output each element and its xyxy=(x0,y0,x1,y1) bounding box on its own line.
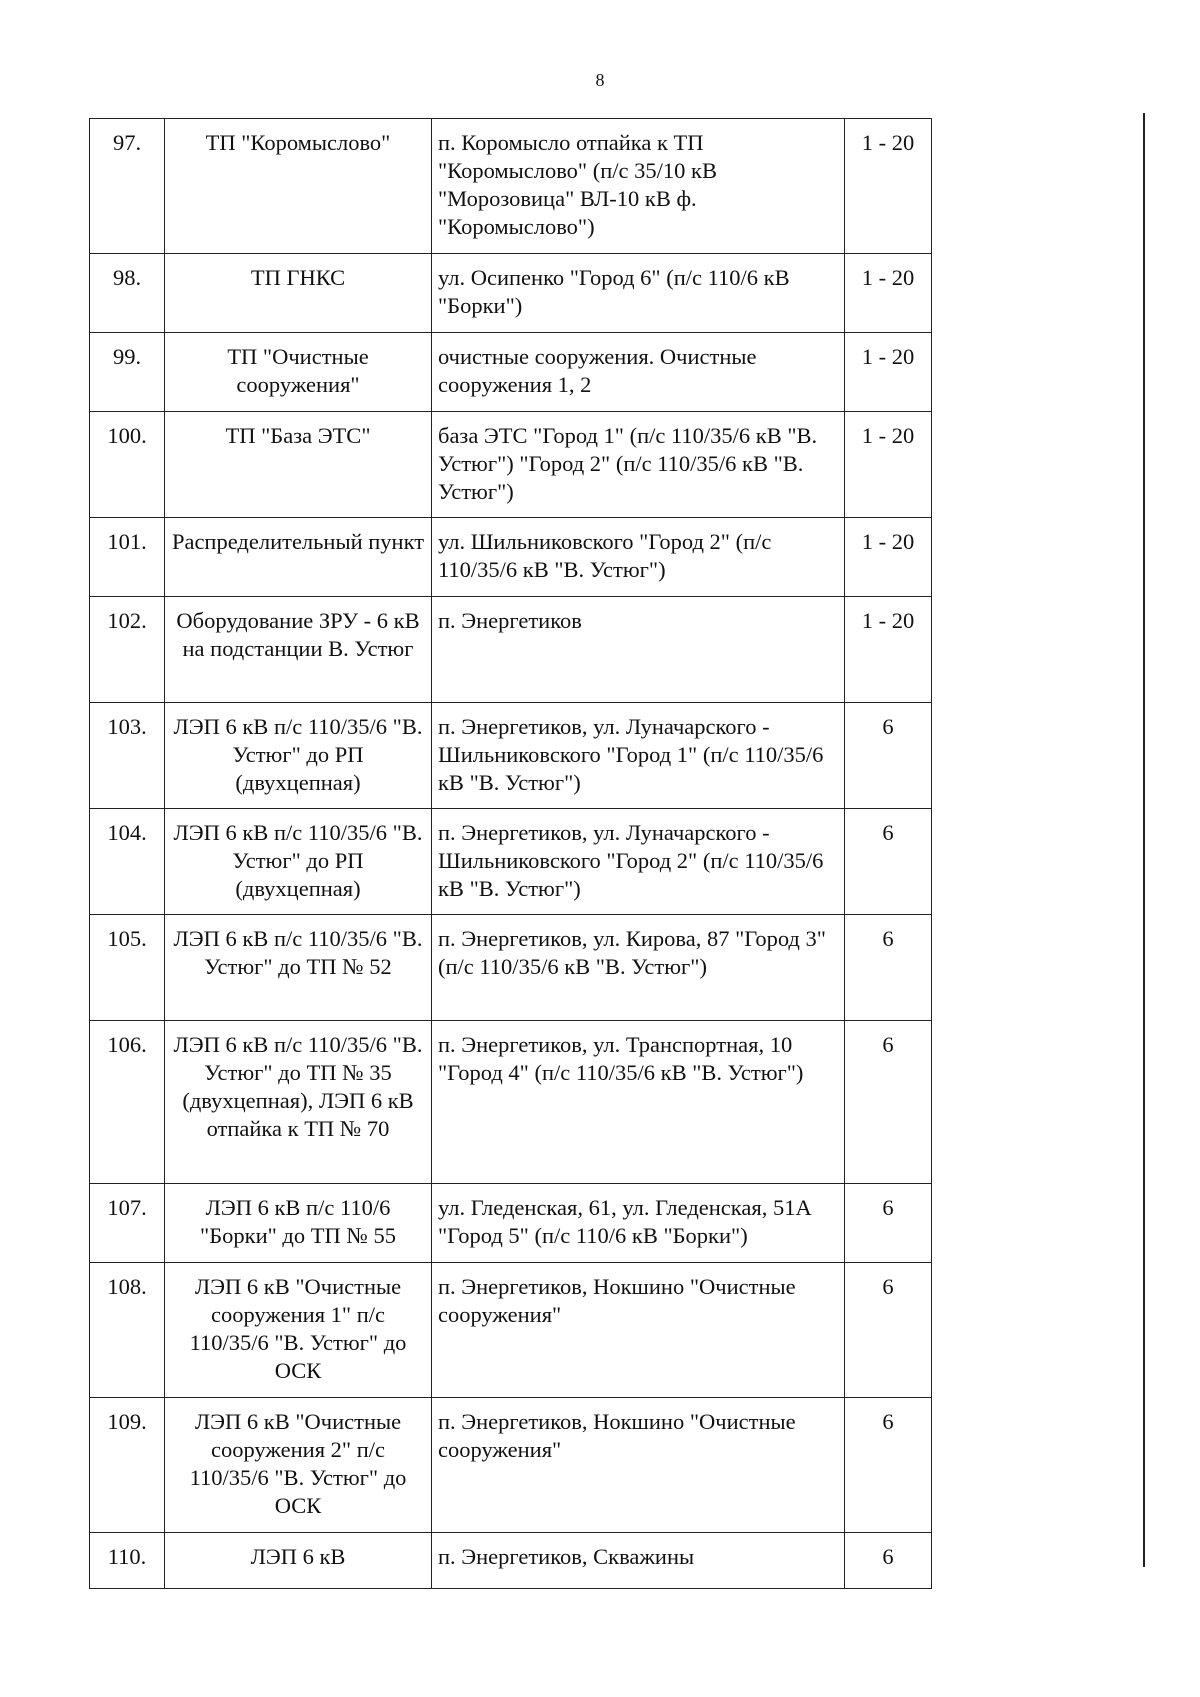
voltage-cell: 6 xyxy=(845,1263,932,1398)
voltage-cell: 6 xyxy=(845,703,932,809)
table-row xyxy=(90,597,932,703)
location-cell: очистные сооружения. Очистные сооружения 1, 2 xyxy=(432,333,845,412)
object-name-cell: ЛЭП 6 кВ xyxy=(165,1533,432,1589)
location-cell: ул. Шильниковского "Город 2" (п/с 110/35/6 кВ "В. Устюг") xyxy=(432,518,845,597)
location-cell: база ЭТС "Город 1" (п/с 110/35/6 кВ "В. Устюг") "Город 2" (п/с 110/35/6 кВ "В. Устюг") xyxy=(432,412,845,518)
table-row xyxy=(90,915,932,1021)
location-cell: п. Энергетиков, Нокшино "Очистные сооружения" xyxy=(432,1398,845,1533)
row-number-cell: 110. xyxy=(90,1533,165,1589)
voltage-cell: 6 xyxy=(845,1533,932,1589)
page-number: 8 xyxy=(595,70,605,90)
row-number-cell: 99. xyxy=(90,333,165,412)
row-number-cell: 105. xyxy=(90,915,165,1021)
row-number-cell: 102. xyxy=(90,597,165,703)
row-number-cell: 108. xyxy=(90,1263,165,1398)
table-row xyxy=(90,333,932,412)
table-row xyxy=(90,518,932,597)
object-name-cell: Оборудование ЗРУ - 6 кВ на подстанции В. Устюг xyxy=(165,597,432,703)
voltage-cell: 6 xyxy=(845,1184,932,1263)
voltage-cell: 1 - 20 xyxy=(845,518,932,597)
row-number-cell: 107. xyxy=(90,1184,165,1263)
row-number-cell: 104. xyxy=(90,809,165,915)
location-cell: п. Энергетиков, ул. Транспортная, 10 "Город 4" (п/с 110/35/6 кВ "В. Устюг") xyxy=(432,1021,845,1184)
row-number-cell: 100. xyxy=(90,412,165,518)
location-cell: п. Энергетиков, ул. Луначарского - Шильниковского "Город 1" (п/с 110/35/6 кВ "В. Устюг") xyxy=(432,703,845,809)
object-name-cell: ТП "Коромыслово" xyxy=(165,119,432,254)
row-number-cell: 97. xyxy=(90,119,165,254)
table-row xyxy=(90,1263,932,1398)
object-name-cell: ЛЭП 6 кВ п/с 110/6 "Борки" до ТП № 55 xyxy=(165,1184,432,1263)
voltage-cell: 6 xyxy=(845,1398,932,1533)
table-row xyxy=(90,703,932,809)
table-row xyxy=(90,1398,932,1533)
location-cell: п. Энергетиков, Нокшино "Очистные сооружения" xyxy=(432,1263,845,1398)
voltage-cell: 1 - 20 xyxy=(845,254,932,333)
location-cell: п. Энергетиков, ул. Кирова, 87 "Город 3" (п/с 110/35/6 кВ "В. Устюг") xyxy=(432,915,845,1021)
object-name-cell: ТП ГНКС xyxy=(165,254,432,333)
location-cell: п. Коромысло отпайка к ТП "Коромыслово" (п/с 35/10 кВ "Морозовица" ВЛ-10 кВ ф. "Коромыслово") xyxy=(432,119,845,254)
table-row xyxy=(90,1533,932,1589)
row-number-cell: 109. xyxy=(90,1398,165,1533)
location-cell: ул. Гледенская, 61, ул. Гледенская, 51А "Город 5" (п/с 110/6 кВ "Борки") xyxy=(432,1184,845,1263)
voltage-cell: 1 - 20 xyxy=(845,119,932,254)
voltage-cell: 6 xyxy=(845,1021,932,1184)
object-name-cell: ЛЭП 6 кВ п/с 110/35/6 "В. Устюг" до ТП № 52 xyxy=(165,915,432,1021)
location-cell: п. Энергетиков, ул. Луначарского - Шильниковского "Город 2" (п/с 110/35/6 кВ "В. Устюг") xyxy=(432,809,845,915)
table-row xyxy=(90,1184,932,1263)
object-name-cell: ЛЭП 6 кВ "Очистные сооружения 2" п/с 110/35/6 "В. Устюг" до ОСК xyxy=(165,1398,432,1533)
facilities-table xyxy=(89,118,932,1589)
table-row xyxy=(90,412,932,518)
row-number-cell: 106. xyxy=(90,1021,165,1184)
object-name-cell: ТП "База ЭТС" xyxy=(165,412,432,518)
location-cell: п. Энергетиков xyxy=(432,597,845,703)
object-name-cell: ТП "Очистные сооружения" xyxy=(165,333,432,412)
object-name-cell: Распределительный пункт xyxy=(165,518,432,597)
table-row xyxy=(90,254,932,333)
location-cell: ул. Осипенко "Город 6" (п/с 110/6 кВ "Борки") xyxy=(432,254,845,333)
row-number-cell: 98. xyxy=(90,254,165,333)
right-margin-rule xyxy=(1143,113,1145,1567)
voltage-cell: 1 - 20 xyxy=(845,333,932,412)
voltage-cell: 1 - 20 xyxy=(845,412,932,518)
voltage-cell: 6 xyxy=(845,809,932,915)
row-number-cell: 103. xyxy=(90,703,165,809)
object-name-cell: ЛЭП 6 кВ п/с 110/35/6 "В. Устюг" до ТП № 35 (двухцепная), ЛЭП 6 кВ отпайка к ТП № 70 xyxy=(165,1021,432,1184)
object-name-cell: ЛЭП 6 кВ "Очистные сооружения 1" п/с 110/35/6 "В. Устюг" до ОСК xyxy=(165,1263,432,1398)
object-name-cell: ЛЭП 6 кВ п/с 110/35/6 "В. Устюг" до РП (двухцепная) xyxy=(165,809,432,915)
voltage-cell: 1 - 20 xyxy=(845,597,932,703)
table-row xyxy=(90,119,932,254)
object-name-cell: ЛЭП 6 кВ п/с 110/35/6 "В. Устюг" до РП (двухцепная) xyxy=(165,703,432,809)
location-cell: п. Энергетиков, Скважины xyxy=(432,1533,845,1589)
row-number-cell: 101. xyxy=(90,518,165,597)
table-row xyxy=(90,809,932,915)
table-row xyxy=(90,1021,932,1184)
voltage-cell: 6 xyxy=(845,915,932,1021)
